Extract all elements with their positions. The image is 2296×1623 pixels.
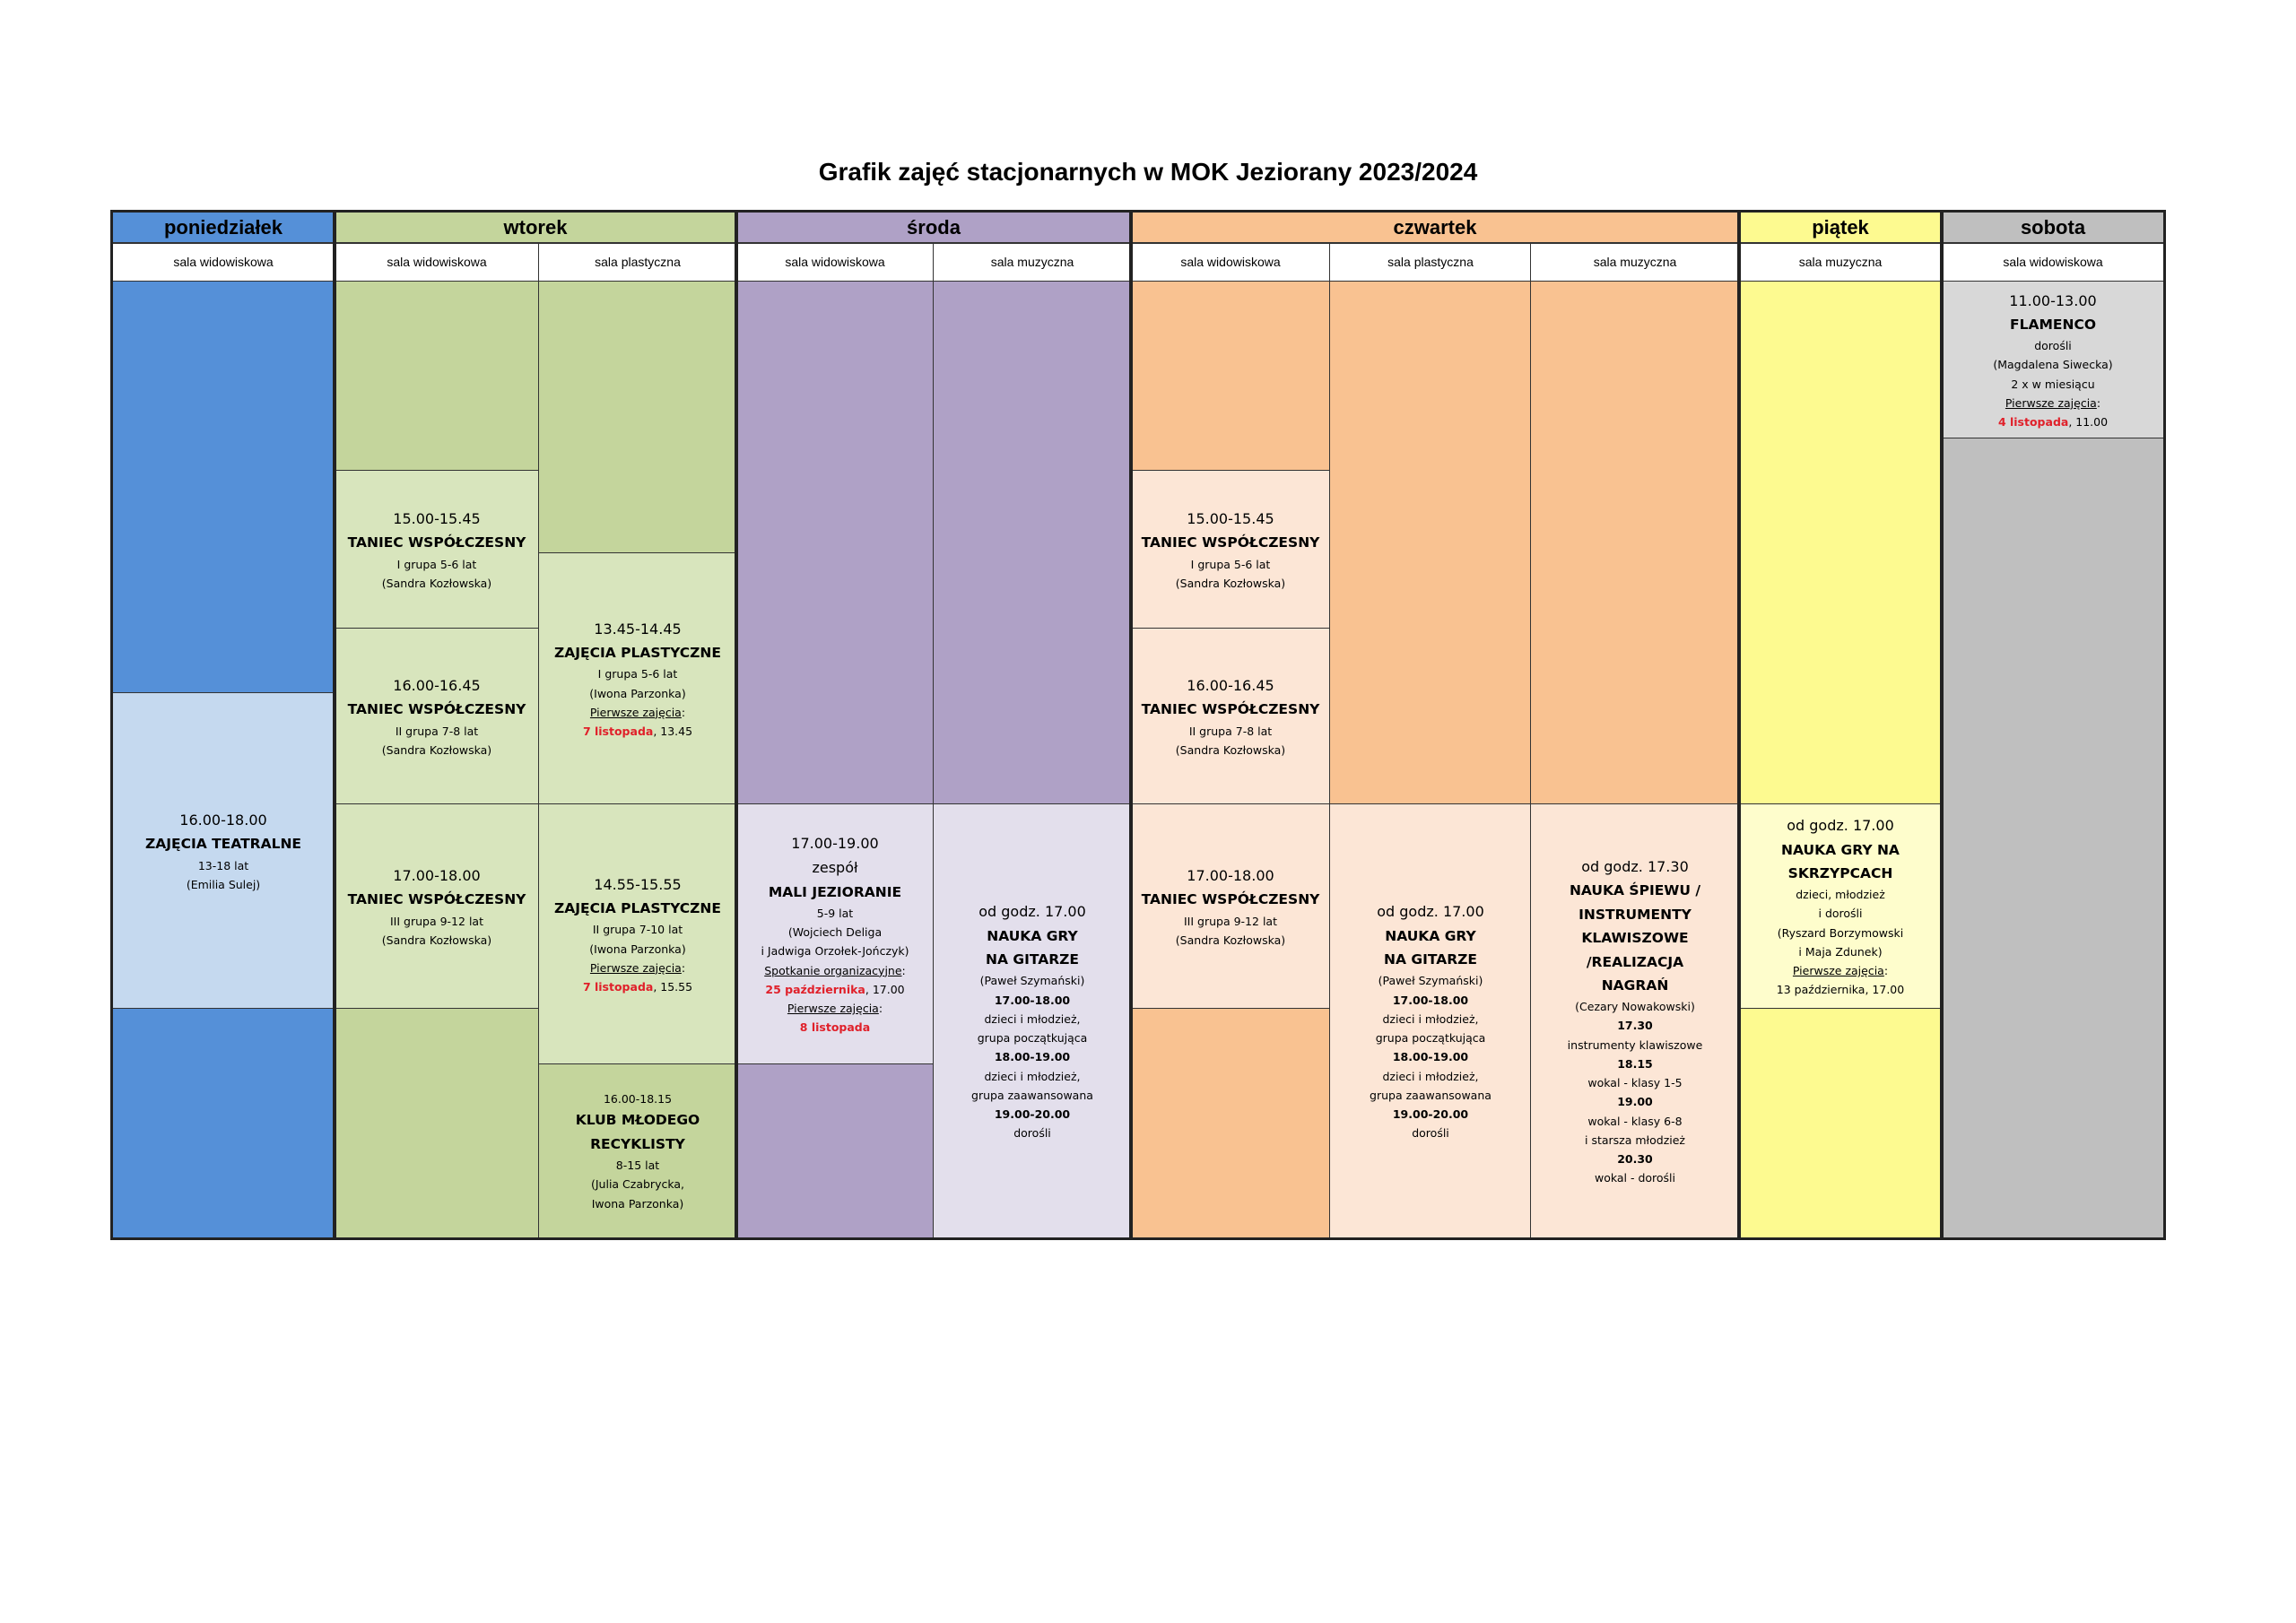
event-dance-group-2: 16.00-16.45 TANIEC WSPÓŁCZESNY II grupa 7-8 lat (Sandra Kozłowska) [1130, 628, 1331, 805]
empty-slot [1738, 1008, 1943, 1239]
event-dance-group-3: 17.00-18.00 TANIEC WSPÓŁCZESNY III grupa 9-12 lat (Sandra Kozłowska) [334, 803, 540, 1010]
event-theatre: 16.00-18.00 ZAJĘCIA TEATRALNE 13-18 lat (Emilia Sulej) [111, 692, 335, 1010]
room-header: sala widowiskowa [1941, 243, 2165, 282]
empty-slot [1738, 281, 1943, 805]
empty-slot [538, 281, 737, 554]
empty-slot [933, 281, 1132, 805]
event-dance-group-2: 16.00-16.45 TANIEC WSPÓŁCZESNY II grupa 7-8 lat (Sandra Kozłowska) [334, 628, 540, 805]
event-singing-keyboard: od godz. 17.30 NAUKA ŚPIEWU / INSTRUMENTY KLAWISZOWE /REALIZACJA NAGRAŃ (Cezary Nowakowski) 17.30 instrumenty klawiszowe 18.15 wokal - klasy 1-5 19.00 wokal - klasy 6-8 i starsza młodzież 20.30 wokal - dorośli [1530, 803, 1740, 1239]
day-header-wednesday: środa [735, 211, 1132, 244]
day-header-tuesday: wtorek [334, 211, 737, 244]
empty-slot [111, 1008, 335, 1239]
event-ensemble: 17.00-19.00 zespół MALI JEZIORANIE 5-9 lat (Wojciech Deliga i Jadwiga Orzołek-Jończyk) Spotkanie organizacyjne: 25 października, 17.00 Pierwsze zajęcia: 8 listopada [735, 803, 935, 1065]
event-violin: od godz. 17.00 NAUKA GRY NA SKRZYPCACH dzieci, młodzież i dorośli (Ryszard Borzymowski i Maja Zdunek) Pierwsze zajęcia: 13 października, 17.00 [1738, 803, 1943, 1010]
event-flamenco: 11.00-13.00 FLAMENCO dorośli (Magdalena Siwecka) 2 x w miesiącu Pierwsze zajęcia: 4 listopada, 11.00 [1941, 281, 2165, 439]
empty-slot [334, 281, 540, 472]
room-header: sala muzyczna [933, 243, 1132, 282]
page-title: Grafik zajęć stacjonarnych w MOK Jeziorany 2023/2024 [818, 158, 1478, 186]
event-guitar-thursday: od godz. 17.00 NAUKA GRY NA GITARZE (Paweł Szymański) 17.00-18.00 dzieci i młodzież, grupa początkująca 18.00-19.00 dzieci i młodzież, grupa zaawansowana 19.00-20.00 dorośli [1329, 803, 1532, 1239]
day-header-monday: poniedziałek [111, 211, 335, 244]
day-header-saturday: sobota [1941, 211, 2165, 244]
empty-slot [735, 1063, 935, 1239]
empty-slot [735, 281, 935, 805]
room-header: sala widowiskowa [111, 243, 335, 282]
event-dance-group-3: 17.00-18.00 TANIEC WSPÓŁCZESNY III grupa 9-12 lat (Sandra Kozłowska) [1130, 803, 1331, 1010]
empty-slot [334, 1008, 540, 1239]
event-guitar-wednesday: od godz. 17.00 NAUKA GRY NA GITARZE (Paweł Szymański) 17.00-18.00 dzieci i młodzież, grupa początkująca 18.00-19.00 dzieci i młodzież, grupa zaawansowana 19.00-20.00 dorośli [933, 803, 1132, 1239]
event-recycling-club: 16.00-18.15 KLUB MŁODEGO RECYKLISTY 8-15 lat (Julia Czabrycka, Iwona Parzonka) [538, 1063, 737, 1239]
empty-slot [1130, 1008, 1331, 1239]
day-header-thursday: czwartek [1130, 211, 1740, 244]
event-art-group-2: 14.55-15.55 ZAJĘCIA PLASTYCZNE II grupa 7-10 lat (Iwona Parzonka) Pierwsze zajęcia: 7 listopada, 15.55 [538, 803, 737, 1065]
empty-slot [1941, 438, 2165, 1239]
room-header: sala plastyczna [538, 243, 737, 282]
event-art-group-1: 13.45-14.45 ZAJĘCIA PLASTYCZNE I grupa 5-6 lat (Iwona Parzonka) Pierwsze zajęcia: 7 listopada, 13.45 [538, 552, 737, 805]
room-header: sala widowiskowa [735, 243, 935, 282]
room-header: sala muzyczna [1530, 243, 1740, 282]
empty-slot [1130, 281, 1331, 472]
event-dance-group-1: 15.00-15.45 TANIEC WSPÓŁCZESNY I grupa 5-6 lat (Sandra Kozłowska) [334, 470, 540, 629]
day-header-friday: piątek [1738, 211, 1943, 244]
room-header: sala widowiskowa [1130, 243, 1331, 282]
room-header: sala widowiskowa [334, 243, 540, 282]
empty-slot [1329, 281, 1532, 805]
room-header: sala plastyczna [1329, 243, 1532, 282]
event-dance-group-1: 15.00-15.45 TANIEC WSPÓŁCZESNY I grupa 5-6 lat (Sandra Kozłowska) [1130, 470, 1331, 629]
empty-slot [111, 281, 335, 694]
empty-slot [1530, 281, 1740, 805]
room-header: sala muzyczna [1738, 243, 1943, 282]
